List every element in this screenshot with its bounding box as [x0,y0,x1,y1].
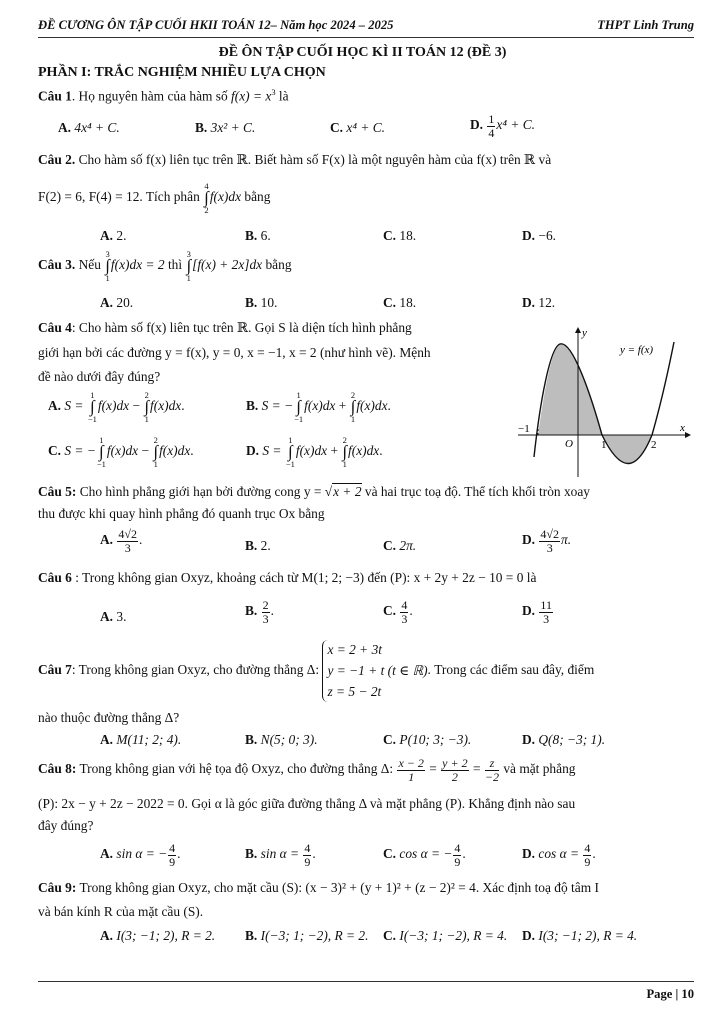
curve-label: y = f(x) [620,344,654,356]
q3-option-c: C. 18. [383,295,417,310]
q5-line-2: thu được khi quay hình phẳng đó quanh trục Ox bằng [38,506,325,521]
q1-option-d: D. $\frac{1}{4}$ x⁴ + C. [470,112,535,140]
q8-option-a: A. sin α = − $\frac{4}{9}$ . [100,841,181,869]
q8-option-b: B. sin α = $\frac{4}{9}$ . [245,841,316,869]
q4-label: Câu 4 [38,320,72,335]
q6-label: Câu 6 [38,570,72,585]
tick-one: 1 [601,439,607,451]
q7-label: Câu 7 [38,662,72,678]
q2-integral-sign: 4 ∫ 2 [204,181,209,216]
q9-option-a: A. I(3; −1; 2), R = 2. [100,928,216,943]
part-heading: PHẦN I: TRẮC NGHIỆM NHIỀU LỰA CHỌN [38,65,326,80]
q3-option-a: A. 20. [100,295,134,310]
exam-title: ĐỀ ÔN TẬP CUỐI HỌC KÌ II TOÁN 12 (ĐỀ 3) [218,45,507,60]
q4-option-a: A. S = 1 ∫ −1f(x)dx − 2 ∫ 1f(x)dx. [48,390,185,425]
q4-graph [510,322,700,482]
page-number: Page | 10 [646,987,694,1001]
q2-line-2: F(2) = 6, F(4) = 12. Tích phân 4 ∫ 2f(x)dx bằng [38,181,271,216]
q6-option-b: B. $\frac{2}{3}$ . [245,598,274,626]
question-3: Câu 3. Nếu 3 ∫ 1f(x)dx = 2 thì 3 ∫ 1[f(x) + 2x]dx bằng [38,249,292,284]
q4-line-3: đề nào dưới đây đúng? [38,369,161,384]
q1-option-b: B. 3x² + C. [195,120,256,135]
q1-option-a: A. 4x⁴ + C. [58,120,120,135]
q7-option-d: D. Q(8; −3; 1). [522,732,606,747]
q4-line-2: giới hạn bởi các đường y = f(x), y = 0, x = −1, x = 2 (như hình vẽ). Mệnh [38,345,431,360]
q7-line-2: nào thuộc đường thẳng Δ? [38,710,180,725]
q6-option-a: A. 3. [100,609,127,624]
q9-option-d: D. I(3; −1; 2), R = 4. [522,928,638,943]
question-2: Câu 2. Cho hàm số f(x) liên tục trên ℝ. Biết hàm số F(x) là một nguyên hàm của f(x) trên ℝ và [38,152,552,167]
q9-line-2: và bán kính R của mặt cầu (S). [38,904,204,919]
q8-option-c: C. cos α = − $\frac{4}{9}$ . [383,841,466,869]
tick-minus-one: −1 [518,423,530,435]
q1-label: Câu 1 [38,88,72,104]
q3-option-d: D. 12. [522,295,556,310]
q9-option-b: B. I(−3; 1; −2), R = 2. [245,928,369,943]
q4-option-d: D. S = 1 ∫ −1f(x)dx + 2 ∫ 1f(x)dx. [246,435,383,470]
q6-option-c: C. $\frac{4}{3}$ . [383,598,413,626]
question-5: Câu 5: Cho hình phẳng giới hạn bởi đường cong y = √x + 2 và hai trục toạ độ. Thể tích khối tròn xoay [38,484,590,499]
q4-option-b: B. S = −1 ∫ −1f(x)dx + 2 ∫ 1f(x)dx. [246,390,391,425]
origin-label: O [565,438,573,450]
q5-option-a: A. $\frac{4√2}{3}$ . [100,527,143,555]
q2-option-a: A. 2. [100,228,127,243]
q8-line-3: đây đúng? [38,818,94,833]
q9-label: Câu 9: [38,880,77,895]
q3-option-b: B. 10. [245,295,278,310]
q5-option-d: D. $\frac{4√2}{3}$ π. [522,527,572,555]
q2-option-c: C. 18. [383,228,417,243]
footer-rule [38,981,694,982]
q4-option-c: C. S = −1 ∫ −1f(x)dx − 2 ∫ 1f(x)dx. [48,435,194,470]
q1-option-c: C. x⁴ + C. [330,120,385,135]
q8-label: Câu 8: [38,761,77,777]
tick-two: 2 [651,439,657,451]
header-left: ĐỀ CƯƠNG ÔN TẬP CUỐI HKII TOÁN 12– Năm học 2024 – 2025 [38,18,394,32]
question-6: Câu 6 : Trong không gian Oxyz, khoảng cách từ M(1; 2; −3) đến (P): x + 2y + 2z − 10 = 0 là [38,570,537,585]
q7-option-a: A. M(11; 2; 4). [100,732,182,747]
q2-label: Câu 2. [38,152,76,167]
q5-option-b: B. 2. [245,538,271,553]
shaded-region-left [538,344,602,435]
question-1: Câu 1. Họ nguyên hàm của hàm số $f(x) = x^3$ là [38,87,289,104]
q5-label: Câu 5: [38,484,77,499]
q9-option-c: C. I(−3; 1; −2), R = 4. [383,928,508,943]
question-4: Câu 4: Cho hàm số f(x) liên tục trên ℝ. Gọi S là diện tích hình phẳng [38,320,412,335]
q8-option-d: D. cos α = $\frac{4}{9}$ . [522,841,596,869]
question-7: Câu 7: Trong không gian Oxyz, cho đường thẳng Δ: x = 2 + 3t y = −1 + t (t ∈ ℝ) z = 5 − 2t. Trong các điểm sau đây, điểm [38,640,594,702]
q8-line-2: (P): 2x − y + 2z − 2022 = 0. Gọi α là góc giữa đường thẳng Δ và mặt phẳng (P). Khẳng định nào sau [38,796,576,811]
header-rule [38,37,694,38]
q7-option-b: B. N(5; 0; 3). [245,732,318,747]
q7-line-system: x = 2 + 3t y = −1 + t (t ∈ ℝ) z = 5 − 2t [322,640,427,702]
q2-option-d: D. −6. [522,228,556,243]
q2-option-b: B. 6. [245,228,271,243]
y-label: y [582,327,587,339]
q3-label: Câu 3. [38,257,76,273]
q1-function: f(x) = x [231,88,272,104]
q6-option-d: D. $\frac{11}{3}$ [522,598,552,626]
q7-option-c: C. P(10; 3; −3). [383,732,472,747]
q5-option-c: C. 2π. [383,538,417,553]
x-label: x [680,422,685,434]
question-8: Câu 8: Trong không gian với hệ tọa độ Oxyz, cho đường thẳng Δ: $\frac{x - 2}{1}$ = $\frac{y + 2}{2}$ = $\frac{z}{-2}$ và mặt phẳng [38,756,576,784]
header-right: THPT Linh Trung [597,18,694,32]
question-9: Câu 9: Trong không gian Oxyz, cho mặt cầu (S): (x − 3)² + (y + 1)² + (z − 2)² = 4. Xác định toạ độ tâm I [38,880,599,895]
